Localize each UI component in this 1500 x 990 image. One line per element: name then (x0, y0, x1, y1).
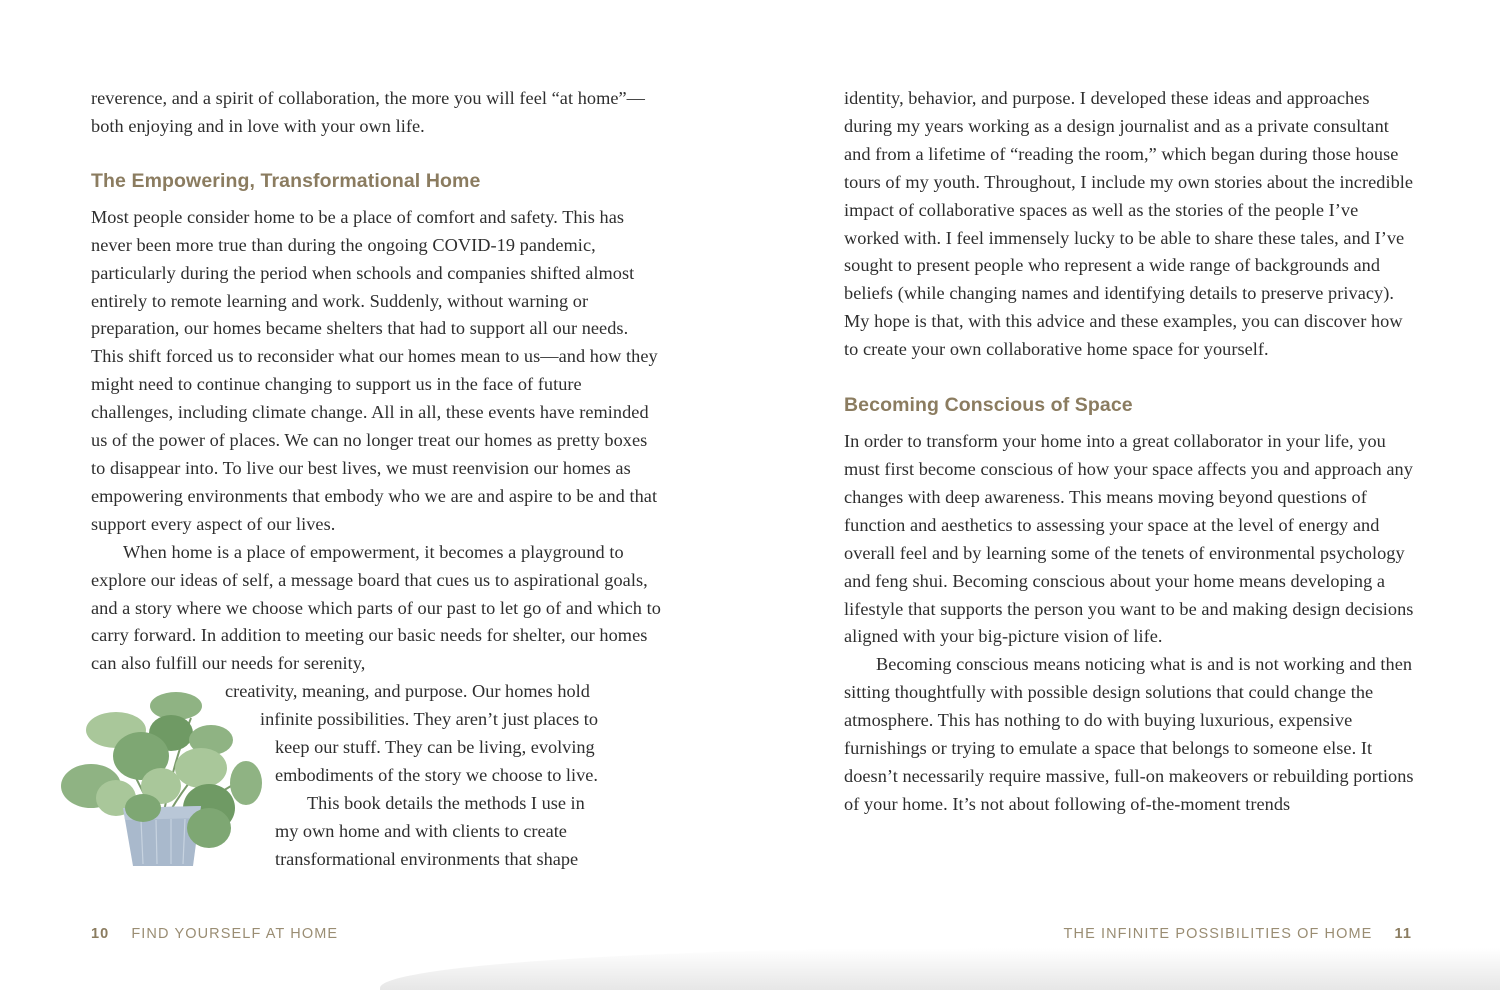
left-paragraph-2: When home is a place of empowerment, it becomes a playground to explore our ideas of self, a message board that cues us to aspirational goals, and a story where we choose which parts of our past to let go of and which to carry forward. In addition to meeting our basic needs for shelter, our homes can also fulfill our needs for serenity, (91, 541, 661, 674)
right-running-title: THE INFINITE POSSIBILITIES OF HOME (1063, 926, 1373, 942)
left-page-number: 10 (91, 926, 110, 942)
wrap-line: my own home and with clients to create (275, 820, 567, 841)
section-heading-empowering-home: The Empowering, Transformational Home (91, 169, 481, 192)
left-running-title: FIND YOURSELF AT HOME (131, 926, 339, 942)
right-page (844, 85, 1414, 819)
wrap-line: transformational environments that shape (275, 848, 579, 869)
plant-wrapped-text (91, 678, 661, 873)
wrap-line: embodiments of the story we choose to live. (275, 764, 598, 785)
right-page-number: 11 (1394, 926, 1412, 942)
right-continued-paragraph: identity, behavior, and purpose. I developed these ideas and approaches during my years working as a design journalist and as a private consultant and from a lifetime of “reading the room,” which began during those house tours of my youth. Throughout, I include my own stories about the incredible impact of collaborative spaces as well as the stories of the people I’ve worked with. I feel immensely lucky to be able to share these tales, and I’ve sought to present people who represent a wide range of backgrounds and beliefs (while changing names and identifying details to preserve privacy). My hope is that, with this advice and these examples, you can discover how to create your own collaborative home space for yourself. (844, 88, 1414, 360)
wrap-line: keep our stuff. They can be living, evolving (275, 737, 595, 758)
left-page (91, 85, 661, 874)
right-paragraph-2: Becoming conscious means noticing what is and is not working and then sitting thoughtfully with possible design solutions that could change the atmosphere. This has nothing to do with buying luxurious, expensive furnishings or trying to emulate a space that belongs to someone else. It doesn’t necessarily require massive, full-on makeovers or rebuilding portions of your home. It’s not about following of-the-moment trends (844, 654, 1414, 814)
wrap-line: infinite possibilities. They aren’t just places to (260, 709, 598, 730)
wrap-line: This book details the methods I use in (307, 792, 585, 813)
left-paragraph-1: Most people consider home to be a place of comfort and safety. This has never been more true than during the ongoing COVID-19 pandemic, particularly during the period when schools and companies shifted almost entirely to remote learning and work. Suddenly, without warning or preparation, our homes became shelters that had to support all our needs. This shift forced us to reconsider what our homes mean to us—and how they might need to continue changing to support us in the face of future challenges, including climate change. All in all, these events have reminded us of the power of places. We can no longer treat our homes as pretty boxes to disappear into. To live our best lives, we must reenvision our homes as empowering environments that embody who we are and aspire to be and that support every aspect of our lives. (91, 206, 658, 534)
right-paragraph-1: In order to transform your home into a great collaborator in your life, you must first become conscious of how your space affects you and approach any changes with deep awareness. This means moving beyond questions of function and aesthetics to assessing your space at the level of energy and overall feel and by learning some of the tenets of environmental psychology and feng shui. Becoming conscious about your home means developing a lifestyle that supports the person you want to be and making design decisions aligned with your big-picture vision of life. (844, 431, 1414, 647)
page-gutter-shadow (380, 948, 1500, 990)
wrap-line: creativity, meaning, and purpose. Our homes hold (225, 681, 590, 702)
right-page-footer (1064, 926, 1412, 942)
left-intro-paragraph: reverence, and a spirit of collaboration, the more you will feel “at home”—both enjoying and in love with your own life. (91, 88, 645, 136)
section-heading-becoming-conscious: Becoming Conscious of Space (844, 394, 1133, 417)
left-page-footer (91, 926, 338, 942)
pilea-plant-icon (61, 688, 266, 868)
